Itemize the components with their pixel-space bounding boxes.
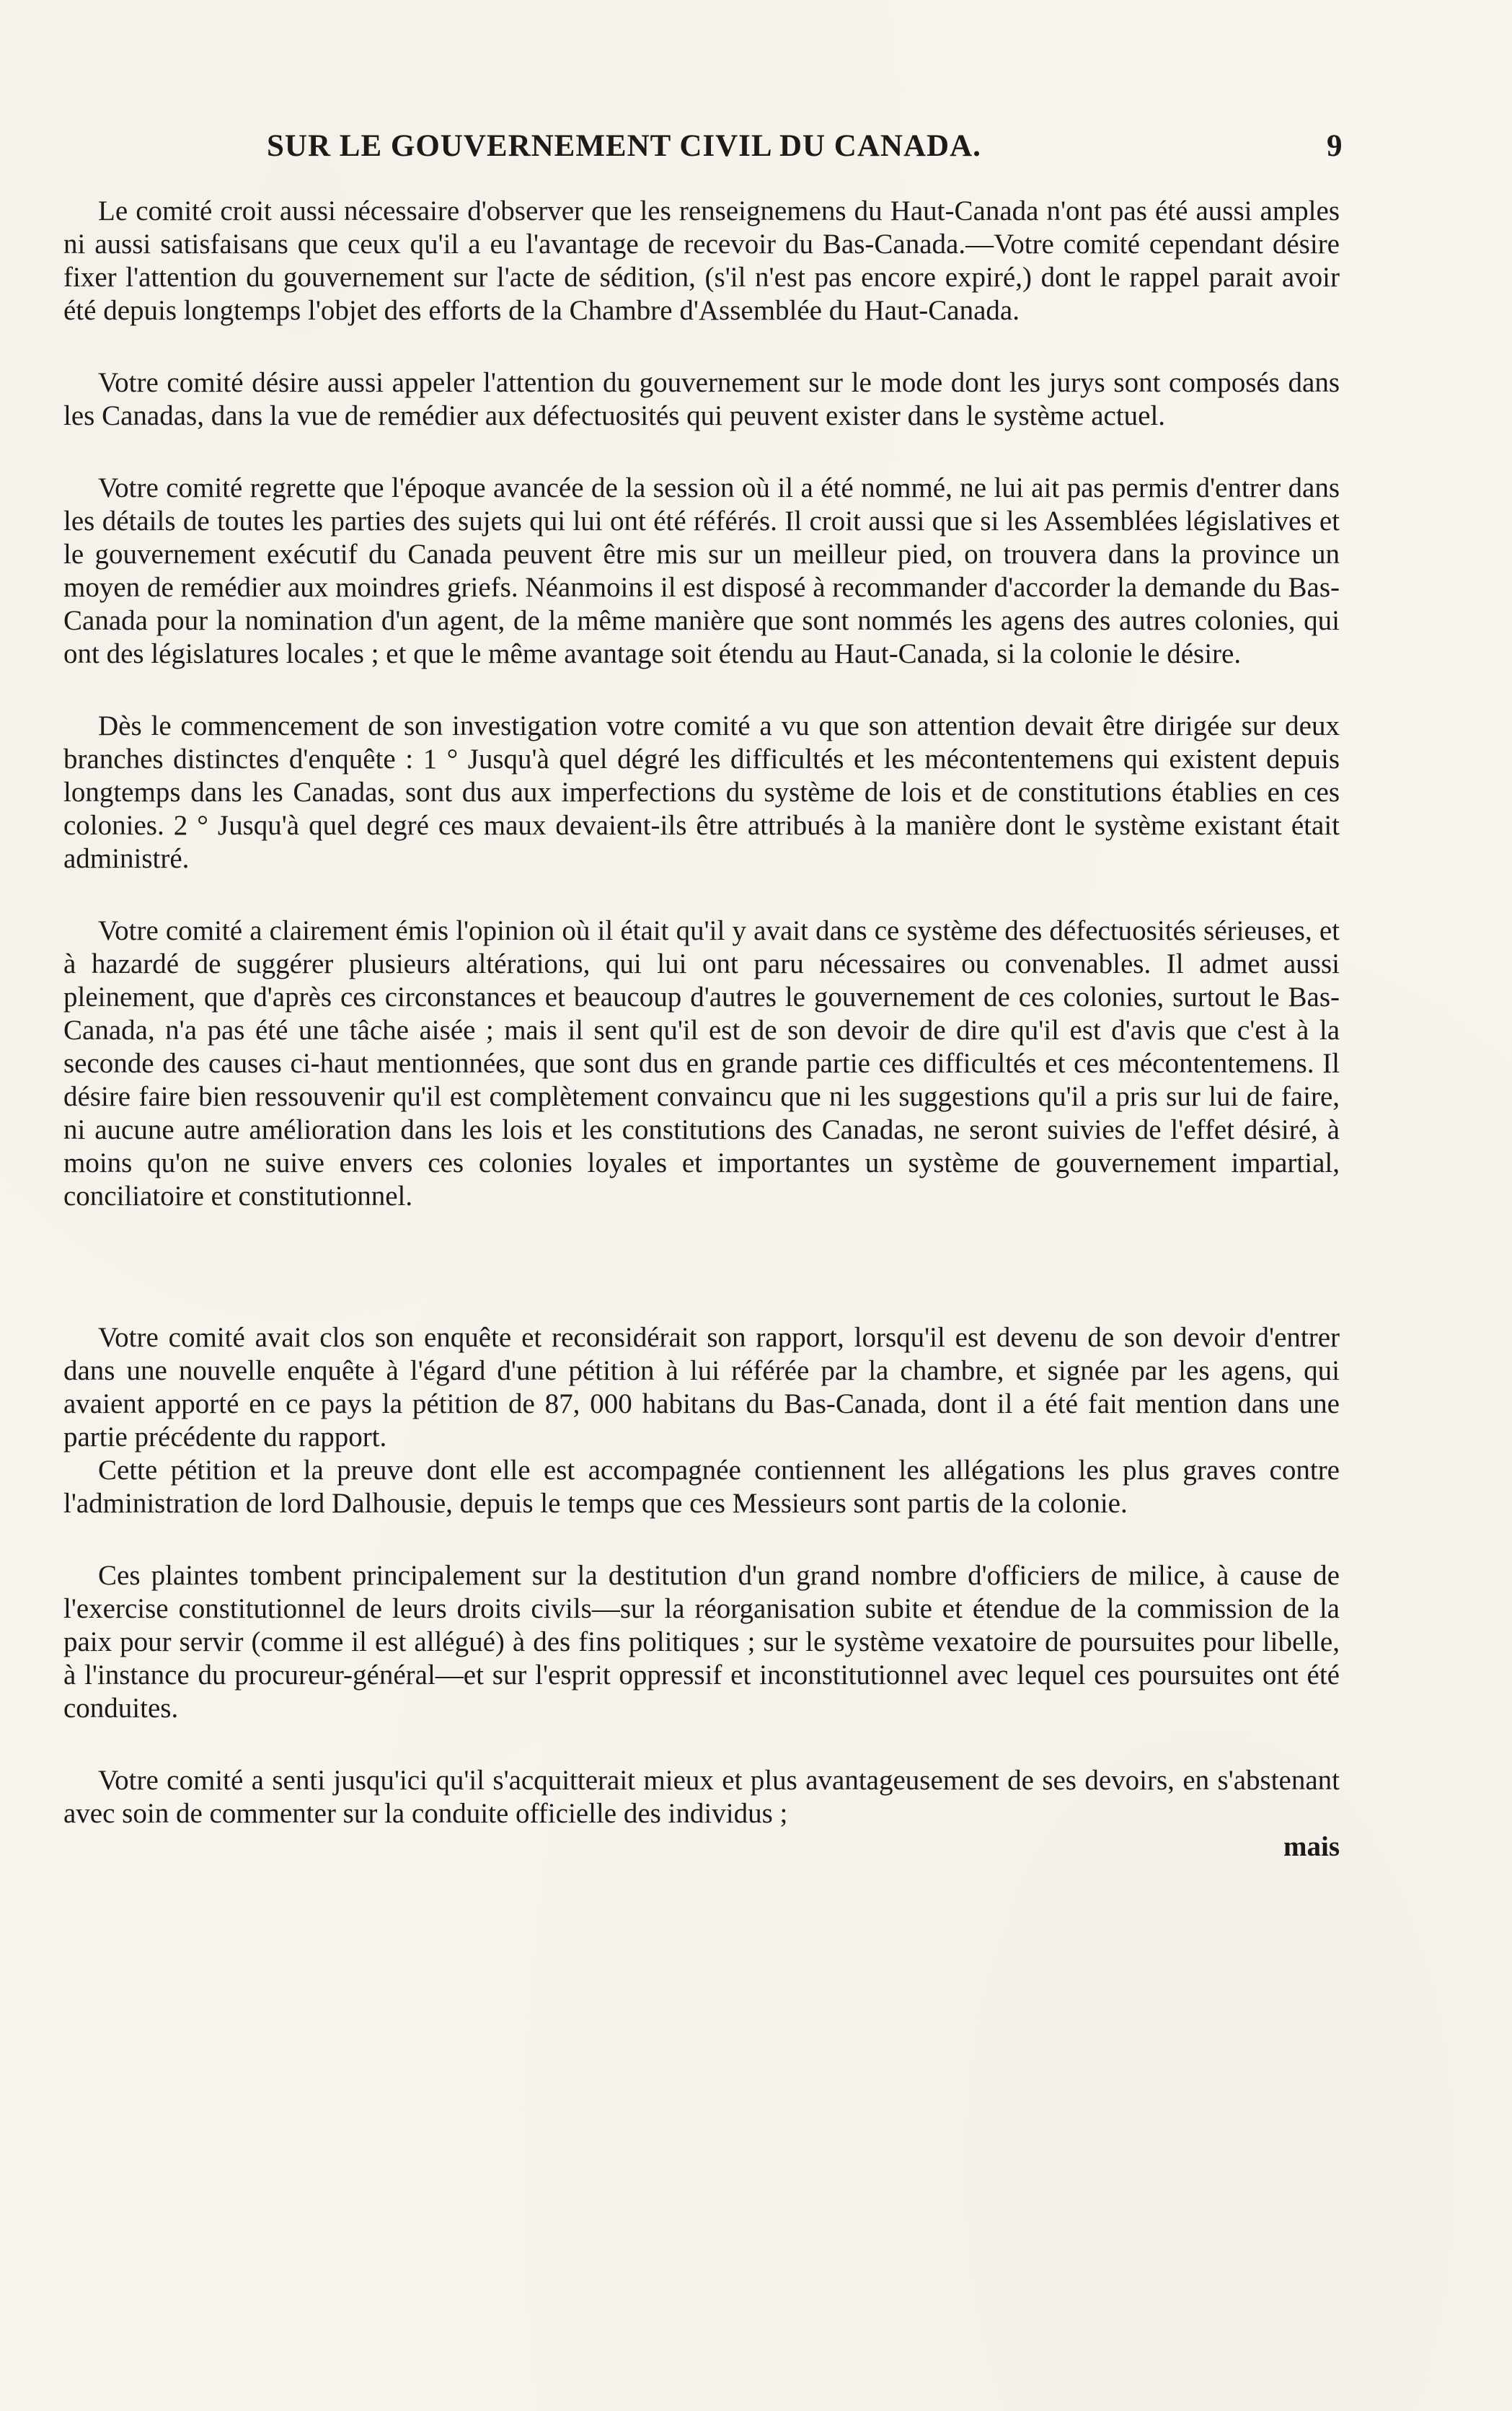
catchword: mais xyxy=(1283,1831,1340,1862)
page-header xyxy=(267,128,1348,172)
paragraph: Ces plaintes tombent principalement sur la destitution d'un grand nombre d'officiers de milice, à cause de l'exercise constitutionnel de leurs droits civils—sur la réorganisation subite et étendue de la commission de la paix pour servir (comme il est allégué) à des fins politiques ; sur le système vexatoire de poursuites pour libelle, à l'instance du procureur-général—et sur l'esprit oppressif et inconstitutionnel avec lequel ces poursuites ont été conduites. xyxy=(63,1560,1340,1724)
page-number: 9 xyxy=(1327,129,1343,163)
paragraph: Le comité croit aussi nécessaire d'observer que les renseignemens du Haut-Canada n'ont pas été aussi amples ni aussi satisfaisans que ceux qu'il a eu l'avantage de recevoir du Bas-Canada.—Votre comité cependant désire fixer l'attention du gouvernement sur l'acte de sédition, (s'il n'est pas encore expiré,) dont le rappel parait avoir été depuis longtemps l'objet des efforts de la Chambre d'Assemblée du Haut-Canada. xyxy=(63,195,1340,326)
paragraph: Dès le commencement de son investigation votre comité a vu que son attention devait être dirigée sur deux branches distinctes d'enquête : 1 ° Jusqu'à quel dégré les difficultés et les mécontentemens qui existent depuis longtemps dans les Canadas, sont dus aux imperfections du système de lois et de constitutions établies en ces colonies. 2 ° Jusqu'à quel degré ces maux devaient-ils être attribués à la manière dont le système existant était administré. xyxy=(63,710,1340,874)
paragraph: Votre comité avait clos son enquête et reconsidérait son rapport, lorsqu'il est devenu de son devoir d'entrer dans une nouvelle enquête à l'égard d'une pétition à lui référée par la chambre, et signée par les agens, qui avaient apporté en ce pays la pétition de 87, 000 habitans du Bas-Canada, dont il a été fait mention dans une partie précédente du rapport. xyxy=(63,1322,1340,1453)
body-text xyxy=(63,195,1340,1864)
running-title: SUR LE GOUVERNEMENT CIVIL DU CANADA. xyxy=(267,129,981,163)
paragraph: Votre comité désire aussi appeler l'attention du gouvernement sur le mode dont les jurys sont composés dans les Canadas, dans la vue de remédier aux défectuosités qui peuvent exister dans le système actuel. xyxy=(63,367,1340,431)
paragraph: Votre comité regrette que l'époque avancée de la session où il a été nommé, ne lui ait pas permis d'entrer dans les détails de toutes les parties des sujets qui lui ont été référés. Il croit aussi que si les Assemblées législatives et le gouvernement exécutif du Canada peuvent être mis sur un meilleur pied, on trouvera dans la province un moyen de remédier aux moindres griefs. Néanmoins il est disposé à recommander d'accorder la demande du Bas-Canada pour la nomination d'un agent, de la même manière que sont nommés les agens des autres colonies, qui ont des législatures locales ; et que le même avantage soit étendu au Haut-Canada, si la colonie le désire. xyxy=(63,472,1340,669)
paragraph: Cette pétition et la preuve dont elle est accompagnée contiennent les allégations les plus graves contre l'administration de lord Dalhousie, depuis le temps que ces Messieurs sont partis de la colonie. xyxy=(63,1455,1340,1519)
paragraph: Votre comité a clairement émis l'opinion où il était qu'il y avait dans ce système des défectuosités sérieuses, et à hazardé de suggérer plusieurs altérations, qui lui ont paru nécessaires ou convenables. Il admet aussi pleinement, que d'après ces circonstances et beaucoup d'autres le gouvernement de ces colonies, surtout le Bas-Canada, n'a pas été une tâche aisée ; mais il sent qu'il est de son devoir de dire qu'il est d'avis que c'est à la seconde des causes ci-haut mentionnées, que sont dus en grande partie ces difficultés et ces mécontentemens. Il désire faire bien ressouvenir qu'il est complètement convaincu que ni les suggestions qu'il a pris sur lui de faire, ni aucune autre amélioration dans les lois et les constitutions des Canadas, ne seront suivies de l'effet désiré, à moins qu'on ne suive envers ces colonies loyales et importantes un système de gouvernement impartial, conciliatoire et constitutionnel. xyxy=(63,915,1340,1212)
paragraph: Votre comité a senti jusqu'ici qu'il s'acquitterait mieux et plus avantageusement de ses devoirs, en s'abstenant avec soin de commenter sur la conduite officielle des individus ; xyxy=(63,1765,1340,1829)
